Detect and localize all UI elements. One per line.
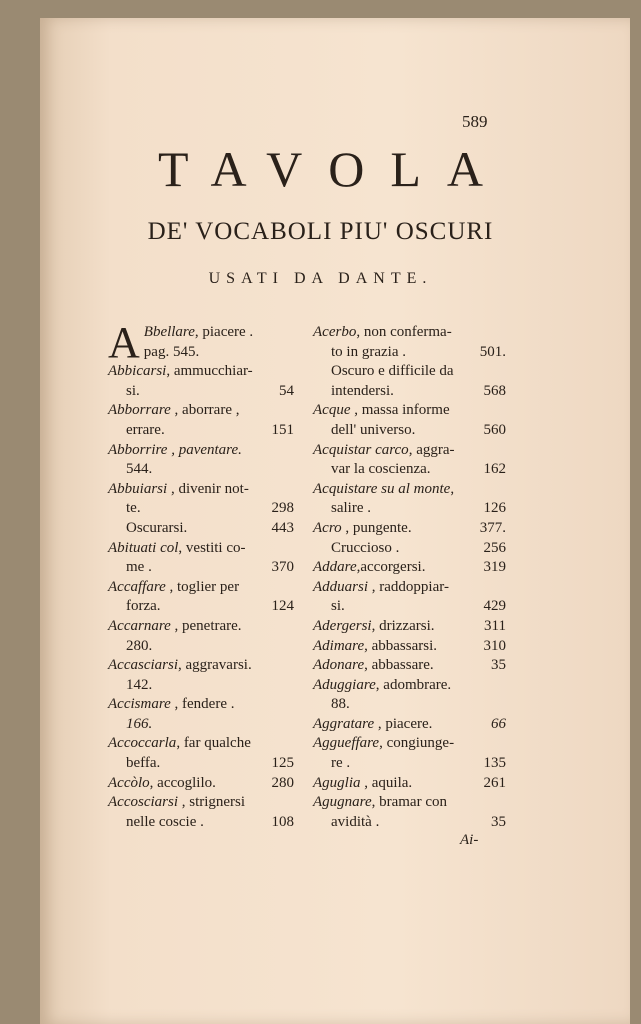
entry-page-ref: 280. (126, 637, 153, 654)
page-title: TAVOLA (157, 141, 510, 197)
entry-page-ref: 377. (479, 519, 506, 536)
glossary-entry (108, 480, 294, 539)
glossary-entry (313, 676, 506, 715)
entry-definition: intendersi. (331, 382, 394, 399)
entry-page-ref: 280 (271, 774, 294, 791)
entry-page-ref: 370 (271, 559, 294, 576)
entry-definition: , aggravarsi. (177, 657, 252, 674)
entry-definition: ,accorgersi. (356, 559, 426, 576)
glossary-entry (108, 734, 294, 773)
entry-page-ref: 311 (484, 617, 506, 634)
glossary-entry (313, 441, 506, 480)
entry-definition: forza. (126, 598, 161, 615)
entry-definition: dell' universo. (331, 421, 416, 438)
entry-definition: , far qualche (176, 735, 251, 752)
entry-headword: Addare (313, 559, 357, 576)
entry-definition: , pungente. (341, 519, 412, 536)
entry-headword: Accoccarla (108, 735, 177, 752)
entry-headword: Adduarsi (313, 578, 369, 595)
entry-headword: Adonare (313, 657, 365, 674)
entry-page-ref: 126 (483, 500, 506, 517)
entry-definition: , congiunge- (379, 735, 455, 752)
entry-definition: var la coscienza. (331, 461, 431, 478)
entry-page-ref: 166. (126, 715, 153, 732)
drop-cap: A (108, 318, 140, 367)
glossary-entry (108, 617, 294, 656)
entry-definition: errare. (126, 421, 165, 438)
entry-definition: me . (126, 559, 152, 576)
entry-headword: Accosciarsi (108, 794, 178, 811)
entry-page-ref: 66 (491, 715, 506, 732)
entry-headword: Aduggiare (313, 676, 376, 693)
page-subtitle-2: USATI DA DANTE. (208, 270, 433, 287)
entry-definition: , vestiti co- (178, 539, 246, 556)
entry-page-ref: 54 (279, 382, 294, 399)
entry-headword: Accismare (108, 696, 171, 713)
glossary-entry (313, 774, 506, 794)
entry-page-ref: 443 (271, 519, 294, 536)
glossary-entry (108, 362, 294, 401)
entry-definition: , abbassare. (364, 657, 434, 674)
glossary-entry (108, 539, 294, 578)
entry-headword: Aggueffare (313, 735, 380, 752)
glossary-entry (108, 774, 294, 794)
entry-page-ref: 108 (271, 813, 294, 830)
entry-definition: , bramar con (371, 794, 447, 811)
entry-headword: Accarnare (108, 617, 171, 634)
entry-headword: Accaffare (108, 578, 166, 595)
entry-headword: Bbellare (143, 324, 195, 340)
glossary-entry (108, 441, 294, 480)
entry-definition: , aquila. (360, 774, 413, 791)
entry-definition: Oscurarsi. (126, 519, 188, 536)
entry-definition: , non conferma- (356, 324, 452, 340)
entry-headword: Adergersi (313, 617, 372, 634)
entry-definition: , piacere. (374, 715, 433, 732)
entry-page-ref: 135 (483, 755, 506, 772)
entry-page-ref: 261 (483, 774, 506, 791)
entry-page-ref: 429 (483, 598, 506, 615)
entry-page-ref: 568 (483, 382, 506, 399)
glossary-entry (313, 558, 506, 578)
entry-definition: to in grazia . (331, 343, 406, 360)
entry-page-ref: 35 (491, 657, 506, 674)
entry-definition: te. (126, 500, 141, 517)
glossary-entry (108, 578, 294, 617)
entry-headword: Abbicarsi (108, 363, 167, 380)
glossary-entry (108, 656, 294, 695)
entry-definition: , fendere . (170, 696, 235, 713)
entry-definition: nelle coscie . (126, 813, 204, 830)
entry-headword: Aggratare (313, 715, 375, 732)
entry-definition: salire . (331, 500, 371, 517)
entry-page-ref: pag. 545. (143, 343, 200, 360)
entry-definition: , paventare. (167, 441, 242, 458)
glossary-entry (313, 617, 506, 637)
entry-definition: , ammucchiar- (166, 363, 253, 380)
entry-page-ref: 544. (126, 461, 153, 478)
entry-headword: Accòlo (108, 774, 150, 791)
entry-headword: Abborrire (108, 441, 168, 458)
entry-definition: , toglier per (165, 578, 240, 595)
entry-headword: Adimare (313, 637, 365, 654)
entry-headword: Acque (313, 402, 351, 419)
entry-definition: , divenir not- (167, 480, 249, 497)
entry-definition: beffa. (126, 755, 161, 772)
entry-page-ref: 125 (271, 755, 294, 772)
entry-page-ref: 560 (483, 421, 506, 438)
entry-definition: , drizzarsi. (371, 617, 435, 634)
entry-headword: Abborrare (108, 402, 171, 419)
glossary-entry (108, 793, 294, 832)
entry-definition: , aggra- (408, 441, 455, 458)
glossary-entry (108, 318, 294, 367)
page-number: 589 (462, 112, 488, 131)
entry-headword: Accasciarsi (108, 657, 178, 674)
entry-definition: re . (331, 755, 351, 772)
entry-definition: , piacere . (194, 324, 254, 340)
glossary-entry (313, 480, 506, 519)
entry-page-ref: 319 (483, 559, 506, 576)
entry-definition: , abbassarsi. (364, 637, 438, 654)
entry-definition: , penetrare. (170, 617, 242, 634)
entry-page-ref: 298 (271, 500, 294, 517)
glossary-entry (313, 656, 506, 676)
entry-definition: Crucciosο . (331, 539, 400, 556)
entry-definition: , accoglilo. (149, 774, 216, 791)
entry-headword: Aguglia (313, 774, 361, 791)
glossary-entry (313, 734, 506, 773)
right-column (313, 323, 506, 832)
left-column (108, 318, 294, 832)
entry-page-ref: 162 (483, 461, 506, 478)
glossary-entry (313, 578, 506, 617)
entry-definition: , adombrare. (375, 676, 452, 693)
entry-headword: Abituati col (108, 539, 179, 556)
entry-page-ref: 88. (331, 696, 350, 713)
entry-definition: avidità . (331, 813, 380, 830)
page-subtitle: DE' VOCABOLI PIU' OSCURI (147, 218, 494, 245)
entry-definition: si. (126, 382, 140, 399)
entry-headword: Acquistare su al monte (313, 480, 451, 497)
glossary-entry (313, 793, 506, 832)
entry-headword: Acro (313, 519, 342, 536)
glossary-entry (108, 401, 294, 440)
glossary-entry (313, 519, 506, 558)
glossary-entry (108, 695, 294, 734)
entry-definition: , raddoppiar- (368, 578, 449, 595)
glossary-entry (313, 401, 506, 440)
entry-definition: si. (331, 598, 345, 615)
glossary-entry (313, 637, 506, 657)
entry-page-ref: 35 (491, 813, 506, 830)
entry-headword: Acquistar carco (313, 441, 409, 458)
glossary-entry (313, 323, 506, 401)
entry-page-ref: 142. (126, 676, 153, 693)
entry-definition: , (450, 480, 455, 497)
entry-page-ref: 501. (479, 343, 506, 360)
entry-headword: Acerbo (313, 324, 357, 340)
entry-definition: , massa informe (350, 402, 450, 419)
entry-page-ref: 151 (271, 421, 294, 438)
catchword: Ai- (460, 832, 479, 848)
entry-page-ref: 124 (271, 598, 294, 615)
glossary-entry (313, 715, 506, 735)
entry-headword: Abbuiarsi (108, 480, 168, 497)
entry-definition: , aborrare , (170, 402, 240, 419)
entry-headword: Agugnare (313, 794, 372, 811)
entry-page-ref: 310 (483, 637, 506, 654)
entry-definition: , strignersi (177, 794, 246, 811)
entry-page-ref: 256 (483, 539, 506, 556)
entry-definition: Oscuro e difficile da (331, 363, 454, 380)
